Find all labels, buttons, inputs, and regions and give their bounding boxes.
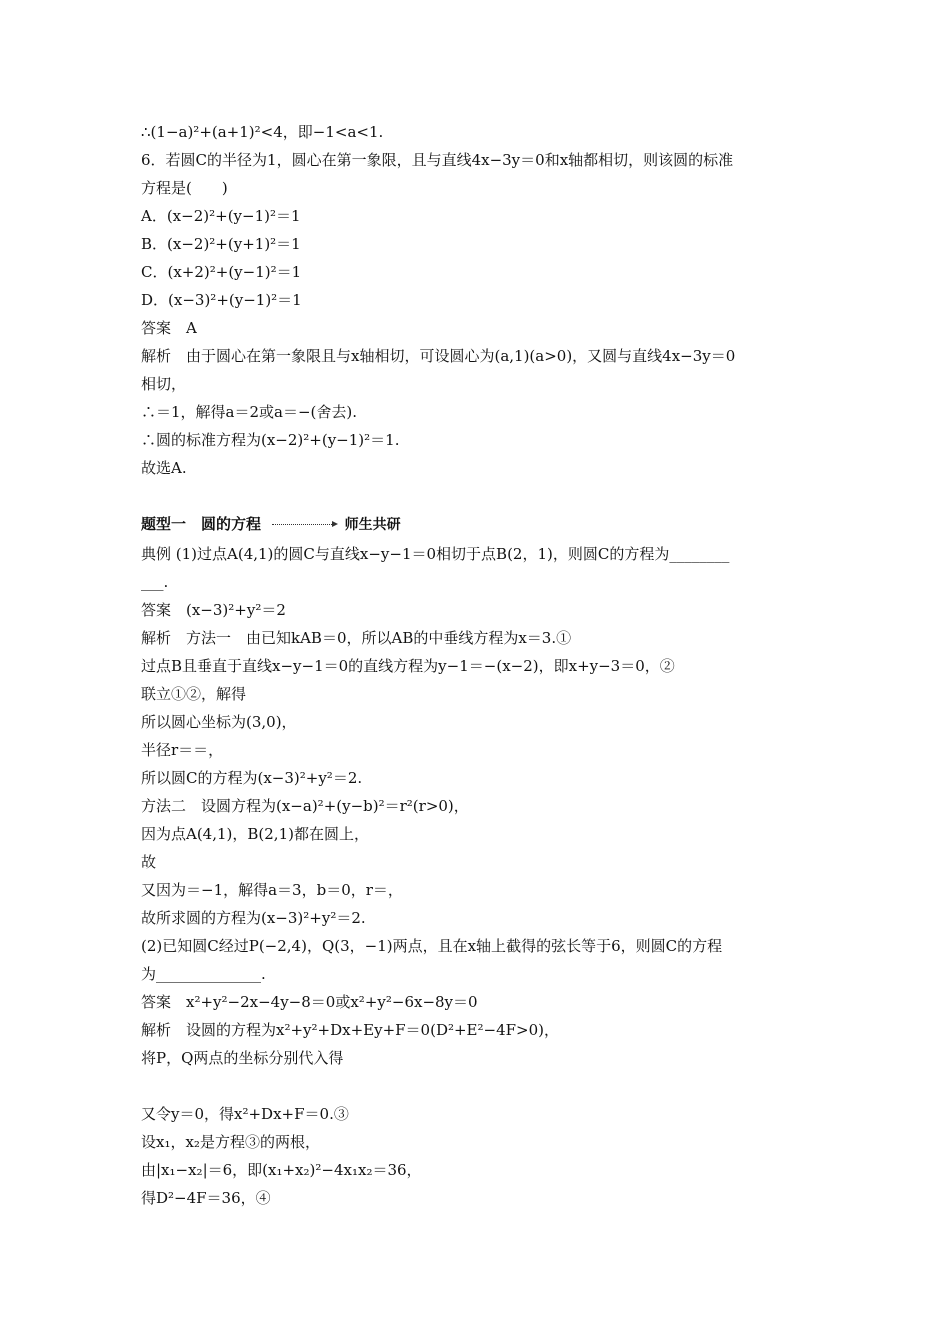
option-c: C．(x+2)²+(y−1)²＝1 bbox=[141, 263, 302, 281]
text-line: ∴(1−a)²+(a+1)²<4，即−1<a<1. bbox=[141, 123, 384, 141]
analysis-line: 因为点A(4,1)，B(2,1)都在圆上， bbox=[141, 825, 369, 843]
question-6-stem-cont: 方程是( ) bbox=[141, 179, 228, 197]
question-6-stem: 6．若圆C的半径为1，圆心在第一象限，且与直线4x−3y＝0和x轴都相切，则该圆的标准 bbox=[141, 151, 734, 169]
option-a: A．(x−2)²+(y−1)²＝1 bbox=[141, 207, 301, 225]
analysis-line: 又令y＝0，得x²+Dx+F＝0.③ bbox=[141, 1105, 349, 1123]
analysis-line: 所以圆心坐标为(3,0)， bbox=[141, 713, 297, 731]
analysis-line: 所以圆C的方程为(x−3)²+y²＝2. bbox=[141, 769, 363, 787]
section-title: 题型一 圆的方程 bbox=[141, 515, 262, 533]
analysis-line: 解析 方法一 由已知kAB＝0，所以AB的中垂线方程为x＝3.① bbox=[141, 629, 572, 647]
analysis-line: 故 bbox=[141, 853, 157, 871]
dotted-line bbox=[272, 524, 332, 525]
analysis-line: 方法二 设圆方程为(x−a)²+(y−b)²＝r²(r>0)， bbox=[141, 797, 469, 815]
analysis-line: ∴＝1，解得a＝2或a＝−(舍去). bbox=[141, 403, 358, 421]
section-tag: 师生共研 bbox=[344, 517, 401, 533]
analysis-line: 联立①②，解得 bbox=[141, 685, 247, 703]
analysis-line: 相切， bbox=[141, 375, 187, 393]
arrow-icon bbox=[332, 521, 338, 527]
analysis-line: 解析 由于圆心在第一象限且与x轴相切，可设圆心为(a,1)(a>0)，又圆与直线4x−3y＝0 bbox=[141, 347, 736, 365]
section-heading bbox=[141, 514, 401, 535]
analysis-line: 过点B且垂直于直线x−y−1＝0的直线方程为y−1＝−(x−2)，即x+y−3＝0，② bbox=[141, 657, 675, 675]
option-d: D．(x−3)²+(y−1)²＝1 bbox=[141, 291, 302, 309]
answer-line: 答案 A bbox=[141, 319, 197, 337]
example-2-stem-cont: 为______________. bbox=[141, 965, 266, 983]
analysis-line: 由|x₁−x₂|＝6，即(x₁+x₂)²−4x₁x₂＝36， bbox=[141, 1161, 422, 1179]
analysis-line: 半径r＝＝， bbox=[141, 741, 224, 759]
analysis-line: ∴圆的标准方程为(x−2)²+(y−1)²＝1. bbox=[141, 431, 400, 449]
analysis-line: 将P，Q两点的坐标分别代入得 bbox=[141, 1049, 344, 1067]
analysis-line: 解析 设圆的方程为x²+y²+Dx+Ey+F＝0(D²+E²−4F>0)， bbox=[141, 1021, 560, 1039]
example-2-stem: (2)已知圆C经过P(−2,4)，Q(3，−1)两点，且在x轴上截得的弦长等于6，则圆C的方程 bbox=[141, 937, 723, 955]
example-stem-cont: ___. bbox=[141, 573, 169, 591]
analysis-line: 故选A. bbox=[141, 459, 187, 477]
answer-line: 答案 x²+y²−2x−4y−8＝0或x²+y²−6x−8y＝0 bbox=[141, 993, 478, 1011]
option-b: B．(x−2)²+(y+1)²＝1 bbox=[141, 235, 301, 253]
analysis-line: 设x₁，x₂是方程③的两根， bbox=[141, 1133, 320, 1151]
example-stem: 典例 (1)过点A(4,1)的圆C与直线x−y−1＝0相切于点B(2，1)，则圆C的方程为________ bbox=[141, 545, 730, 563]
analysis-line: 故所求圆的方程为(x−3)²+y²＝2. bbox=[141, 909, 366, 927]
answer-line: 答案 (x−3)²+y²＝2 bbox=[141, 601, 286, 619]
analysis-line: 又因为＝−1，解得a＝3，b＝0，r＝， bbox=[141, 881, 403, 899]
analysis-line: 得D²−4F＝36，④ bbox=[141, 1189, 271, 1207]
